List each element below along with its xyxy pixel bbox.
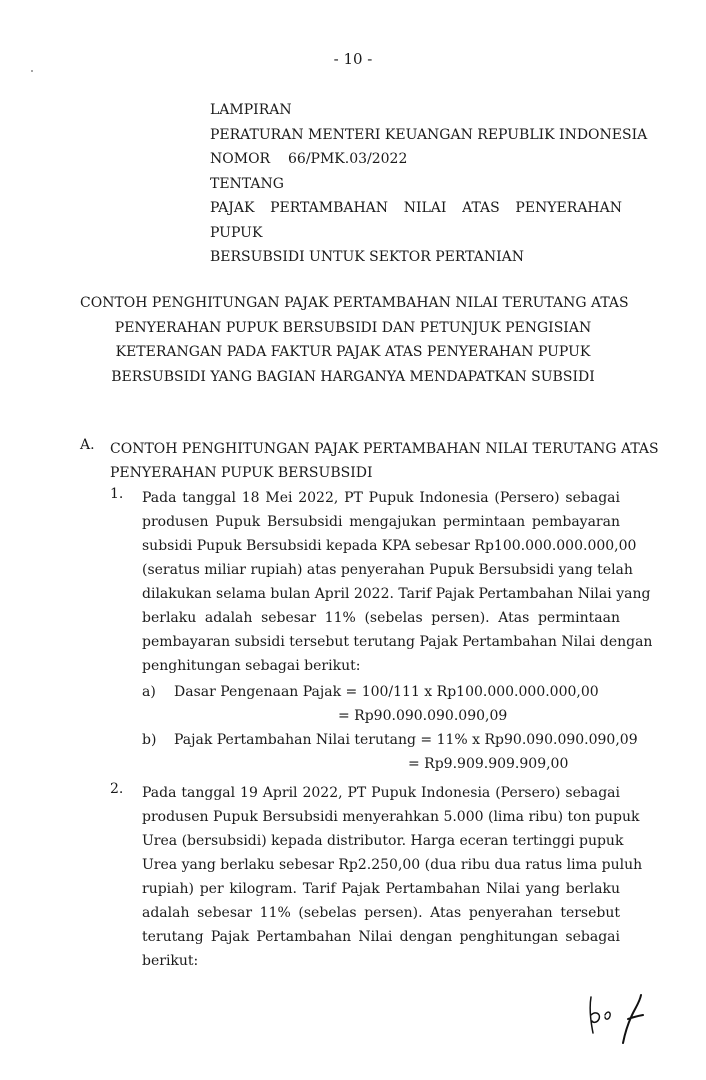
- tentang-label: TENTANG: [210, 175, 284, 192]
- regulation-subject-line-2: BERSUBSIDI UNTUK SEKTOR PERTANIAN: [210, 249, 524, 265]
- paragraph-line: berlaku adalah sebesar 11% (sebelas persen). Atas permintaan: [142, 610, 620, 626]
- paragraph-line: produsen Pupuk Bersubsidi menyerahkan 5.000 (lima ribu) ton pupuk: [142, 809, 640, 825]
- paragraph-line: penghitungan sebagai berikut:: [142, 658, 361, 674]
- paragraph-line: Pada tanggal 19 April 2022, PT Pupuk Indonesia (Persero) sebagai: [142, 785, 620, 801]
- paragraph-line: berikut:: [142, 953, 199, 969]
- lampiran-header: [210, 98, 648, 270]
- paragraph-line: produsen Pupuk Bersubsidi mengajukan permintaan pembayaran: [142, 514, 620, 530]
- paragraph-line: subsidi Pupuk Bersubsidi kepada KPA sebesar Rp100.000.000.000,00: [142, 538, 637, 554]
- calculation-formula: Pajak Pertambahan Nilai terutang = 11% x Rp90.090.090.090,09: [174, 732, 638, 748]
- list-item-number: 1.: [110, 486, 124, 502]
- regulation-number: [210, 147, 622, 172]
- initial-stroke-1: [590, 997, 599, 1033]
- paragraph-line: adalah sebesar 11% (sebelas persen). Atas penyerahan tersebut: [142, 905, 620, 921]
- paragraph-line: dilakukan selama bulan April 2022. Tarif Pajak Pertambahan Nilai yang: [142, 586, 651, 602]
- section-heading-line: PENYERAHAN PUPUK BERSUBSIDI: [110, 465, 373, 481]
- paragraph-line: Urea yang berlaku sebesar Rp2.250,00 (dua ribu dua ratus lima puluh: [142, 857, 643, 873]
- paragraph-line: (seratus miliar rupiah) atas penyerahan Pupuk Bersubsidi yang telah: [142, 562, 633, 578]
- title-line: PENYERAHAN PUPUK BERSUBSIDI DAN PETUNJUK PENGISIAN: [114, 319, 592, 336]
- title-line: BERSUBSIDI YANG BAGIAN HARGANYA MENDAPATKAN SUBSIDI: [111, 368, 595, 385]
- title-line: KETERANGAN PADA FAKTUR PAJAK ATAS PENYERAHAN PUPUK: [115, 344, 591, 361]
- scan-speck: [31, 70, 33, 72]
- paragraph-line: Pada tanggal 18 Mei 2022, PT Pupuk Indonesia (Persero) sebagai: [142, 490, 620, 506]
- calculation-marker: b): [142, 732, 157, 748]
- calculation-result: = Rp90.090.090.090,09: [338, 708, 508, 724]
- initial-stroke-3: [623, 995, 643, 1043]
- lampiran-label: LAMPIRAN: [210, 102, 292, 118]
- page-number: - 10 -: [333, 50, 373, 68]
- paragraph-line: Urea (bersubsidi) kepada distributor. Harga eceran tertinggi pupuk: [142, 833, 624, 849]
- nomor-label: NOMOR: [210, 151, 271, 167]
- list-item-number: 2.: [110, 781, 124, 797]
- list-item-body: [142, 486, 653, 678]
- paragraph-line: terutang Pajak Pertambahan Nilai dengan penghitungan sebagai: [142, 929, 620, 945]
- section-heading-line: CONTOH PENGHITUNGAN PAJAK PERTAMBAHAN NILAI TERUTANG ATAS: [110, 441, 659, 457]
- calculation-marker: a): [142, 684, 156, 700]
- document-title: [80, 291, 629, 389]
- paragraph-line: pembayaran subsidi tersebut terutang Pajak Pertambahan Nilai dengan: [142, 634, 653, 650]
- nomor-value: 66/PMK.03/2022: [288, 151, 408, 167]
- handwritten-initials: [583, 985, 653, 1045]
- initial-stroke-2: [605, 1012, 610, 1019]
- list-item-body: [142, 781, 643, 973]
- regulation-subject-line-1: PAJAK PERTAMBAHAN NILAI ATAS PENYERAHAN PUPUK: [210, 200, 622, 241]
- calculation-formula: Dasar Pengenaan Pajak = 100/111 x Rp100.000.000.000,00: [174, 684, 599, 700]
- section-a-marker: A.: [80, 437, 95, 453]
- section-a-heading: [110, 437, 659, 485]
- regulation-title: PERATURAN MENTERI KEUANGAN REPUBLIK INDONESIA: [210, 126, 648, 143]
- calculation-result: = Rp9.909.909.909,00: [408, 756, 569, 772]
- title-line: CONTOH PENGHITUNGAN PAJAK PERTAMBAHAN NILAI TERUTANG ATAS: [80, 295, 629, 311]
- paragraph-line: rupiah) per kilogram. Tarif Pajak Pertambahan Nilai yang berlaku: [142, 881, 620, 897]
